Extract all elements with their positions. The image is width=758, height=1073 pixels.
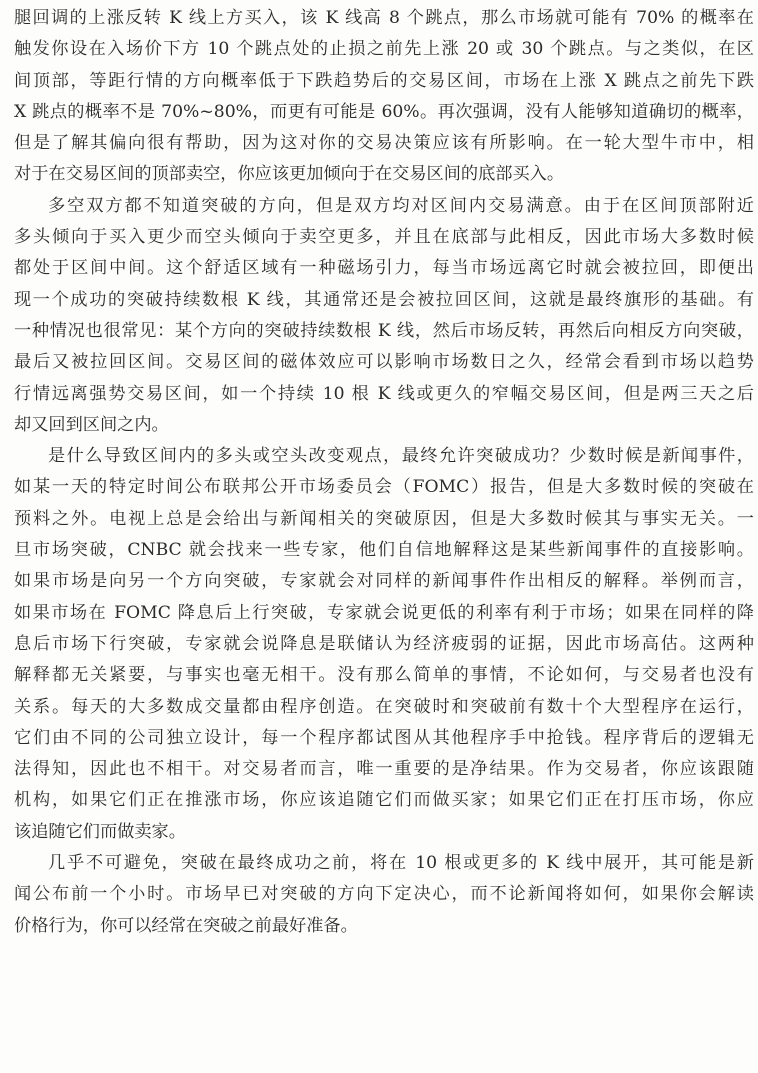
text-line: 预料之外。电视上总是会给出与新闻相关的突破原因，但是大多数时候其与事实无关。一 xyxy=(14,508,754,529)
text-line: 都处于区间中间。这个舒适区域有一种磁场引力，每当市场远离它时就会被拉回，即便出 xyxy=(14,258,754,279)
text-line: 如果市场是向另一个方向突破，专家就会对同样的新闻事件作出相反的解释。举例而言， xyxy=(14,571,754,592)
text-line: 它们由不同的公司独立设计，每一个程序都试图从其他程序手中抢钱。程序背后的逻辑无 xyxy=(14,727,754,748)
text-line: 却又回到区间之内。 xyxy=(14,414,169,435)
text-line: 该追随它们而做卖家。 xyxy=(14,821,186,842)
paragraph xyxy=(14,3,754,191)
text-line: 价格行为，你可以经常在突破之前最好准备。 xyxy=(14,915,358,936)
text-line: 间顶部，等距行情的方向概率低于下跌趋势后的交易区间，市场在上涨 X 跳点之前先下跌 xyxy=(14,70,754,91)
text-line: 息后市场下行突破，专家就会说降息是联储认为经济疲弱的证据，因此市场高估。这两种 xyxy=(14,633,754,654)
body-text xyxy=(14,3,754,942)
text-line: 如果市场在 FOMC 降息后上行突破，专家就会说更低的利率有利于市场；如果在同样的降 xyxy=(14,602,754,623)
text-line: 机构，如果它们正在推涨市场，你应该追随它们而做买家；如果它们正在打压市场，你应 xyxy=(14,790,754,811)
text-line: 闻公布前一个小时。市场早已对突破的方向下定决心，而不论新闻将如何，如果你会解读 xyxy=(14,884,754,905)
text-line: 一种情况也很常见：某个方向的突破持续数根 K 线，然后市场反转，再然后向相反方向突破， xyxy=(14,320,754,341)
text-line: 如某一天的特定时间公布联邦公开市场委员会（FOMC）报告，但是大多数时候的突破在 xyxy=(14,477,754,498)
paragraph xyxy=(14,848,754,942)
text-line: 现一个成功的突破持续数根 K 线，其通常还是会被拉回区间，这就是最终旗形的基础。有 xyxy=(14,289,754,310)
text-line: 腿回调的上涨反转 K 线上方买入，该 K 线高 8 个跳点，那么市场就可能有 70% 的概率在 xyxy=(14,8,754,28)
paragraph xyxy=(14,191,754,441)
text-line: 对于在交易区间的顶部卖空，你应该更加倾向于在交易区间的底部买入。 xyxy=(14,164,565,185)
text-line: 关系。每天的大多数成交量都由程序创造。在突破时和突破前有数十个大型程序在运行， xyxy=(14,696,754,717)
text-line: 是什么导致区间内的多头或空头改变观点，最终允许突破成功？少数时候是新闻事件， xyxy=(48,446,754,467)
text-line: 多头倾向于买入更少而空头倾向于卖空更多，并且在底部与此相反，因此市场大多数时候 xyxy=(14,227,754,248)
text-line: 解释都无关紧要，与事实也毫无相干。没有那么简单的事情，不论如何，与交易者也没有 xyxy=(14,665,754,686)
paragraph xyxy=(14,441,754,848)
text-line: 但是了解其偏向很有帮助，因为这对你的交易决策应该有所影响。在一轮大型牛市中，相 xyxy=(14,133,754,154)
text-line: 行情远离强势交易区间，如一个持续 10 根 K 线或更久的窄幅交易区间，但是两三天之后 xyxy=(14,383,754,404)
text-line: 几乎不可避免，突破在最终成功之前，将在 10 根或更多的 K 线中展开，其可能是新 xyxy=(48,853,754,874)
text-line: 法得知，因此也不相干。对交易者而言，唯一重要的是净结果。作为交易者，你应该跟随 xyxy=(14,759,754,780)
text-line: 多空双方都不知道突破的方向，但是双方均对区间内交易满意。由于在区间顶部附近 xyxy=(48,195,754,216)
text-line: X 跳点的概率不是 70%~80%，而更有可能是 60%。再次强调，没有人能够知道确切的概率， xyxy=(14,101,754,122)
text-line: 最后又被拉回区间。交易区间的磁体效应可以影响市场数日之久，经常会看到市场以趋势 xyxy=(14,352,754,373)
text-line: 触发你设在入场价下方 10 个跳点处的止损之前先上涨 20 或 30 个跳点。与之类似，在区 xyxy=(14,39,754,60)
text-line: 旦市场突破，CNBC 就会找来一些专家，他们自信地解释这是某些新闻事件的直接影响。 xyxy=(14,540,754,561)
